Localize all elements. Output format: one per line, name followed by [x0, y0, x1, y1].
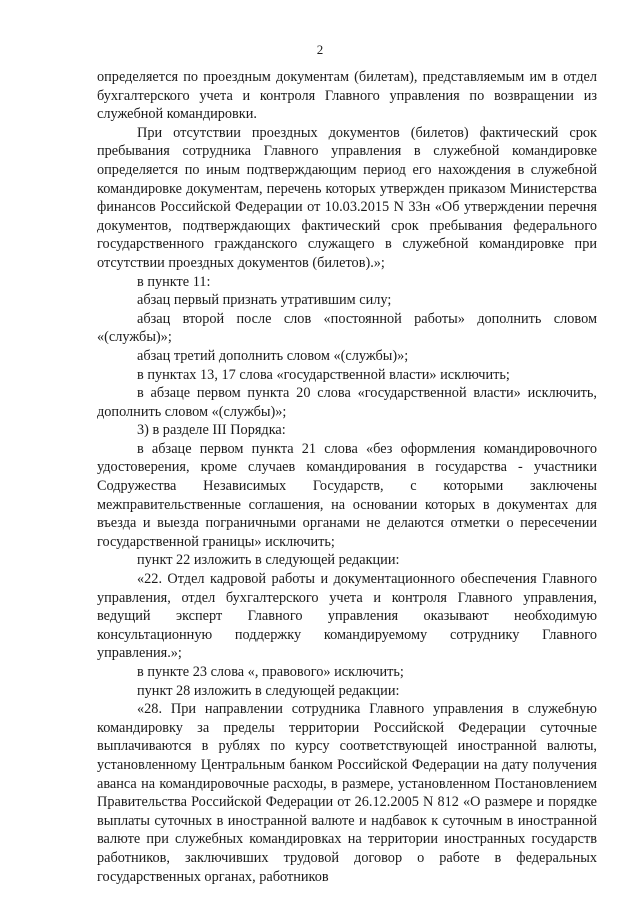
paragraph: пункт 28 изложить в следующей редакции: [137, 682, 400, 699]
paragraph: в абзаце первом пункта 20 слова «государственной власти» исключить, дополнить словом «(службы)»; [97, 385, 597, 420]
paragraph: 3) в разделе III Порядка: [137, 422, 286, 439]
paragraph: абзац первый признать утратившим силу; [137, 292, 392, 309]
paragraph: При отсутствии проездных документов (билетов) фактический срок пребывания сотрудника Главного управления в служебной командировке определяется по иным подтверждающим период его нахождения в служебной командировке документам, перечень которых утвержден приказом Министерства финансов Российской Федерации от 10.03.2015 N 33н «Об утверждении перечня документов, подтверждающих фактический срок пребывания федерального государственного гражданского служащего в служебной командировке при отсутствии проездных документов (билетов).»; [97, 124, 597, 271]
paragraph: в пункте 23 слова «, правового» исключить; [137, 664, 404, 680]
paragraph: абзац третий дополнить словом «(службы)»; [137, 347, 409, 364]
paragraph: в пункте 11: [137, 273, 211, 290]
page-number: 2 [316, 42, 324, 57]
paragraph: «22. Отдел кадровой работы и документационного обеспечения Главного управления, отдел бухгалтерского учета и контроля Главного управления, ведущий эксперт Главного управления оказывают необходимую консультационную поддержку командируемому сотруднику Главного управления.»; [97, 571, 597, 662]
paragraph: пункт 22 изложить в следующей редакции: [137, 552, 400, 569]
document-body [97, 68, 597, 886]
paragraph: «28. При направлении сотрудника Главного управления в служебную командировку за пределы территории Российской Федерации суточные выплачиваются в рублях по курсу соответствующей иностранной валюты, установленному Центральным банком Российской Федерации на дату получения аванса на командировочные расходы, в размере, установленном Постановлением Правительства Российской Федерации от 26.12.2005 N 812 «О размере и порядке выплаты суточных в иностранной валюте и надбавок к суточным в иностранной валюте при служебных командировках на территории иностранных государств работников, заключивших трудовой договор о работе в федеральных государственных органах, работников [97, 701, 597, 885]
paragraph: в пунктах 13, 17 слова «государственной власти» исключить; [137, 366, 510, 383]
paragraph: абзац второй после слов «постоянной работы» дополнить словом «(службы)»; [97, 310, 597, 346]
paragraph: в абзаце первом пункта 21 слова «без оформления командировочного удостоверения, кроме случаев командирования в государства - участники Содружества Независимых Государств, с которыми заключены межправительственные соглашения, на основании которых в документах для въезда и выезда пограничными органами не делаются отметки о пересечении государственной границы» исключить; [97, 440, 597, 550]
paragraph: определяется по проездным документам (билетам), представляемым им в отдел бухгалтерского учета и контроля Главного управления по возвращении из служебной командировки. [97, 69, 597, 123]
